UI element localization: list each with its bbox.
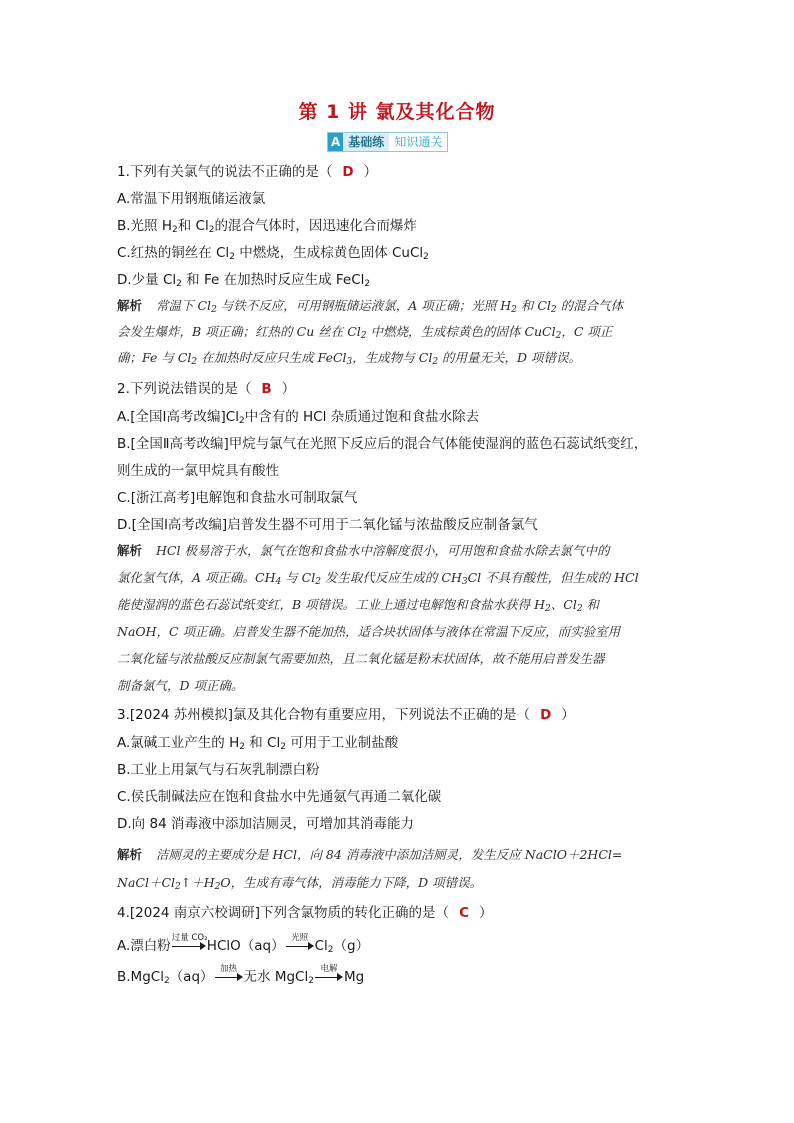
text-segment: 与 Cl xyxy=(281,570,316,585)
badge-level: 基础练 xyxy=(343,133,389,151)
q4-option-a xyxy=(117,934,369,954)
q1-stem-text: 1.下列有关氯气的说法不正确的是（ xyxy=(117,164,333,180)
badge-tag: 知识通关 xyxy=(389,133,447,151)
subscript: 2 xyxy=(208,225,215,235)
q2-option-b-cont xyxy=(117,459,279,479)
text-segment: 在加热时反应只生成 FeCl xyxy=(197,350,347,365)
q1-answer: D xyxy=(342,164,354,180)
text-segment: D.向 84 消毒液中添加洁厕灵，可增加其消毒能力 xyxy=(117,816,414,832)
section-badge xyxy=(327,132,448,152)
q1-option-b xyxy=(117,214,417,234)
text-segment: 与铁不反应，可用钢瓶储运液氯，A 项正确；光照 H xyxy=(216,298,512,313)
q2-explanation-line xyxy=(117,595,599,613)
q2-stem xyxy=(117,377,295,397)
text-segment: 和 xyxy=(582,597,600,612)
text-segment: 和 Fe 在加热时反应生成 FeCl xyxy=(181,272,365,288)
text-segment: 的用量无关，D 项错误。 xyxy=(438,350,582,365)
q2-explanation-line xyxy=(117,541,609,559)
subscript: 3 xyxy=(346,357,353,367)
subscript: 2 xyxy=(191,357,198,367)
subscript: 2 xyxy=(280,742,286,752)
q3-explanation-line xyxy=(117,873,482,891)
text-segment: NaOH，C 项正确。启普发生器不能加热，适合块状固体与液体在常温下反应，而实验室用 xyxy=(117,624,621,639)
page-title: 第 1 讲 氯及其化合物 xyxy=(298,101,496,123)
q2-option-b xyxy=(117,432,647,452)
text-segment: ，C 项正 xyxy=(561,324,613,339)
text-segment: 和 Cl xyxy=(516,298,551,313)
q1-option-d xyxy=(117,268,370,288)
text-segment: 的混合气体时，因迅速化合而爆炸 xyxy=(214,218,417,234)
text-segment: B.[全国Ⅱ高考改编]甲烷与氯气在光照下反应后的混合气体能使湿润的蓝色石蕊试纸变红， xyxy=(117,436,648,452)
text-segment: 中含有的 HCl 杂质通过饱和食盐水除去 xyxy=(244,409,480,425)
text-segment: D.少量 Cl xyxy=(117,272,177,288)
q1-explain-label: 解析 xyxy=(117,298,143,313)
text-segment: D.[全国Ⅰ高考改编]启普发生器不可用于二氧化锰与浓盐酸反应制备氯气 xyxy=(117,517,538,533)
q1-close: ） xyxy=(363,164,378,180)
subscript: 2 xyxy=(315,577,321,587)
q2-explanation-line xyxy=(117,568,639,586)
reaction-arrow-icon xyxy=(286,933,314,951)
q2-close: ） xyxy=(281,381,296,397)
subscript: 2 xyxy=(211,305,217,315)
q4b-condition-2: 电解 xyxy=(320,964,338,974)
subscript: 4 xyxy=(275,577,282,587)
q1-explanation-line xyxy=(117,348,581,366)
subscript: 3 xyxy=(461,577,468,587)
subscript: 2 xyxy=(550,305,557,315)
q4-answer: C xyxy=(459,905,469,921)
q3-explain-label: 解析 xyxy=(117,847,143,862)
q3-option-b xyxy=(117,758,320,778)
text-segment: 发生取代反应生成的 CH xyxy=(320,570,462,585)
q1-explain-text xyxy=(156,298,623,313)
q4b-reactant: B.MgCl xyxy=(117,969,164,985)
q2-explanation-line xyxy=(117,622,620,640)
text-segment: 氯化氢气体，A 项正确。CH xyxy=(117,570,276,585)
q4-stem xyxy=(117,901,492,921)
q2-option-d xyxy=(117,513,538,533)
q4b-intermediate: 无水 MgCl xyxy=(243,969,309,985)
subscript: 2 xyxy=(175,882,181,892)
reaction-arrow-icon xyxy=(215,964,243,982)
subscript: 2 xyxy=(239,742,245,752)
q4a-product-state: （g） xyxy=(333,938,370,954)
text-segment: O，生成有毒气体，消毒能力下降，D 项错误。 xyxy=(220,875,483,890)
text-segment: C.红热的铜丝在 Cl xyxy=(117,245,230,261)
text-segment: 制备氯气，D 项正确。 xyxy=(117,678,244,693)
q1-option-a xyxy=(117,187,265,207)
q2-explanation-line xyxy=(117,649,605,667)
text-segment: 会发生爆炸，B 项正确；红热的 Cu 丝在 Cl xyxy=(117,324,361,339)
subscript: 2 xyxy=(423,252,429,262)
text-segment: 能使湿润的蓝色石蕊试纸变红，B 项错误。工业上通过电解饱和食盐水获得 H xyxy=(117,597,546,612)
q3-close: ） xyxy=(561,707,575,723)
text-segment: 的混合气体 xyxy=(556,298,624,313)
text-segment: 和 Cl xyxy=(244,735,281,751)
text-segment: ，生成物与 Cl xyxy=(352,350,433,365)
q3-option-d xyxy=(117,812,414,832)
q2-answer: B xyxy=(261,381,272,397)
subscript: 2 xyxy=(576,604,583,614)
text-segment: Cl 不具有酸性，但生成的 HCl xyxy=(467,570,639,585)
text-segment: 中燃烧，生成棕黄色固体 CuCl xyxy=(234,245,424,261)
q4a-intermediate: HClO（aq） xyxy=(206,938,285,954)
text-segment: ↑＋H xyxy=(180,875,215,890)
subscript: 2 xyxy=(360,331,367,341)
text-segment: 洁厕灵的主要成分是 HCl，向 84 消毒液中添加洁厕灵，发生反应 NaClO＋2HCl= xyxy=(156,847,623,862)
text-segment: C.[浙江高考]电解饱和食盐水可制取氯气 xyxy=(117,490,358,506)
q3-stem xyxy=(117,703,575,723)
q3-explanation-line xyxy=(117,845,622,863)
text-segment: 常温下 Cl xyxy=(156,298,212,313)
q3-stem-text: 3.[2024 苏州模拟]氯及其化合物有重要应用，下列说法不正确的是（ xyxy=(117,707,531,723)
q2-explain-label: 解析 xyxy=(117,543,143,558)
q2-stem-text: 2.下列说法错误的是（ xyxy=(117,381,252,397)
text-segment: 则生成的一氯甲烷具有酸性 xyxy=(117,463,279,479)
text-segment: 、Cl xyxy=(550,597,577,612)
q4a-condition-2: 光照 xyxy=(291,933,309,943)
subscript: 2 xyxy=(511,305,517,315)
q1-explanation-line xyxy=(117,296,623,314)
q1-option-c xyxy=(117,241,429,261)
q4b-intermediate-sub: 2 xyxy=(308,976,314,986)
text-segment: B.工业上用氯气与石灰乳制漂白粉 xyxy=(117,762,320,778)
text-segment: 确；Fe 与 Cl xyxy=(117,350,192,365)
badge-letter: A xyxy=(328,133,343,151)
q3-answer: D xyxy=(540,707,552,723)
q4-close: ） xyxy=(478,905,493,921)
subscript: 2 xyxy=(545,604,551,614)
text-segment: HCl 极易溶于水，氯气在饱和食盐水中溶解度很小，可用饱和食盐水除去氯气中的 xyxy=(156,543,610,558)
subscript: 2 xyxy=(172,225,178,235)
text-segment: 和 Cl xyxy=(177,218,209,234)
text-segment: 中燃烧，生成棕黄色的固体 CuCl xyxy=(366,324,556,339)
q4a-product-sub: 2 xyxy=(327,945,334,955)
q4a-reactant: A.漂白粉 xyxy=(117,938,171,954)
q3-option-a xyxy=(117,731,398,751)
text-segment: C.侯氏制碱法应在饱和食盐水中先通氨气再通二氧化碳 xyxy=(117,789,442,805)
text-segment: B.光照 H xyxy=(117,218,172,234)
text-segment: 二氧化锰与浓盐酸反应制氯气需要加热，且二氧化锰是粉末状固体，故不能用启普发生器 xyxy=(117,651,605,666)
text-segment: A.氯碱工业产生的 H xyxy=(117,735,240,751)
q3-explain-text xyxy=(156,847,622,862)
q4-option-b xyxy=(117,965,364,985)
reaction-arrow-icon xyxy=(171,933,208,951)
q2-explanation-line xyxy=(117,676,244,694)
q3-option-c xyxy=(117,785,441,805)
q2-option-c xyxy=(117,486,357,506)
q1-explanation-line xyxy=(117,322,612,340)
subscript: 2 xyxy=(432,357,439,367)
subscript: 2 xyxy=(364,279,371,289)
subscript: 2 xyxy=(229,252,235,262)
q4-stem-text: 4.[2024 南京六校调研]下列含氯物质的转化正确的是（ xyxy=(117,905,450,921)
q2-option-a xyxy=(117,405,479,425)
q4a-product: Cl xyxy=(314,938,328,954)
q4b-condition-1: 加热 xyxy=(220,964,238,974)
subscript: 2 xyxy=(555,331,562,341)
q4b-product: Mg xyxy=(343,969,365,985)
text-segment: A.[全国Ⅰ高考改编]Cl xyxy=(117,409,239,425)
text-segment: NaCl＋Cl xyxy=(117,875,176,890)
q4b-reactant-sub: 2 xyxy=(163,976,170,986)
subscript: 2 xyxy=(238,416,245,426)
q2-explain-text xyxy=(156,543,609,558)
text-segment: A.常温下用钢瓶储运液氯 xyxy=(117,191,266,207)
text-segment: 可用于工业制盐酸 xyxy=(285,735,399,751)
q1-stem xyxy=(117,160,377,180)
subscript: 2 xyxy=(214,882,221,892)
subscript: 2 xyxy=(176,279,182,289)
q4b-reactant-state: （aq） xyxy=(169,969,214,985)
q4a-condition-1: 过量 CO₂ xyxy=(171,933,208,943)
reaction-arrow-icon xyxy=(315,964,343,982)
